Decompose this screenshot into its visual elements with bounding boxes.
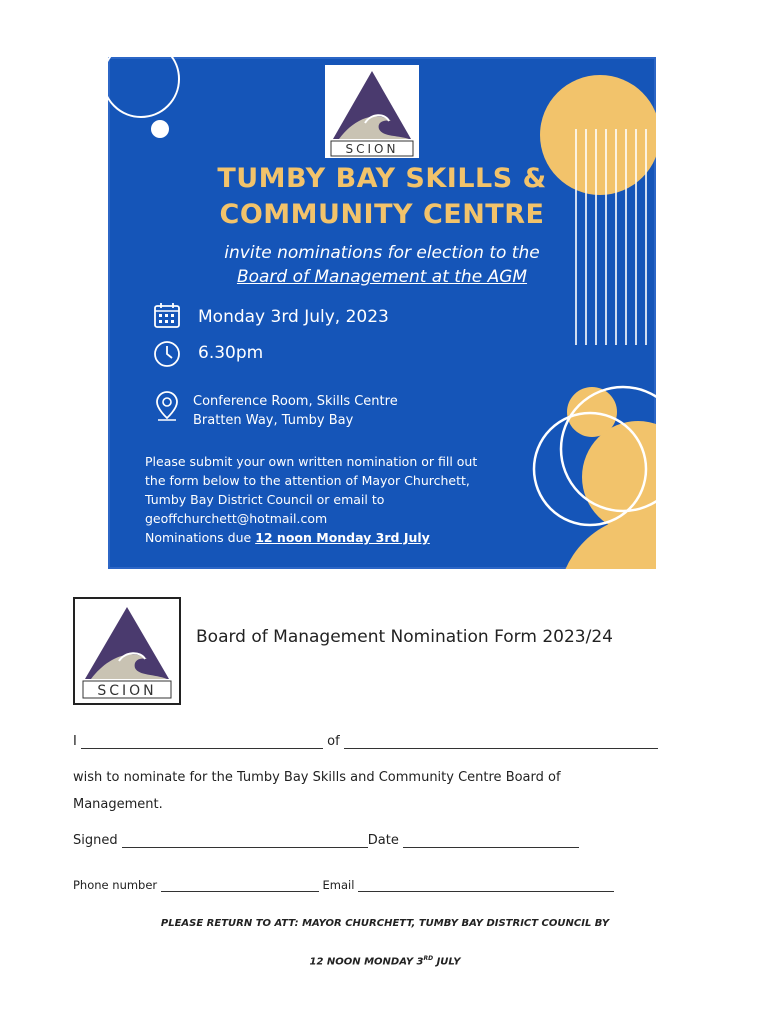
scion-logo-icon	[75, 599, 179, 703]
of-label: of	[327, 734, 340, 749]
scion-logo-icon	[325, 65, 419, 158]
signed-label: Signed	[73, 833, 118, 848]
calendar-icon	[153, 301, 181, 329]
submit-line3: Tumby Bay District Council or email to	[145, 492, 385, 507]
submit-line1: Please submit your own written nomination or fill out	[145, 454, 478, 469]
email-address: geoffchurchett@hotmail.com	[145, 511, 328, 526]
flyer-title-line1: TUMBY BAY SKILLS &	[217, 163, 547, 194]
nominator-address-field[interactable]	[344, 736, 658, 749]
nominations-due	[145, 528, 545, 547]
signature-field[interactable]	[122, 835, 368, 848]
deadline-sup: RD	[423, 955, 434, 962]
form-scion-logo	[73, 597, 181, 705]
form-title: Board of Management Nomination Form 2023/24	[196, 627, 613, 647]
flyer-subtitle-line1: invite nominations for election to the	[224, 243, 540, 263]
event-time: 6.30pm	[198, 343, 264, 363]
nominator-name-field[interactable]	[81, 736, 323, 749]
deadline-post: JULY	[433, 956, 461, 968]
date-field[interactable]	[403, 835, 579, 848]
deco-ring-top-left	[108, 57, 179, 117]
svg-text:SCION: SCION	[97, 683, 157, 699]
agm-flyer	[108, 57, 656, 569]
return-deadline	[0, 955, 770, 967]
flyer-title-line2: COMMUNITY CENTRE	[219, 199, 545, 230]
due-deadline: 12 noon Monday 3rd July	[255, 530, 430, 545]
nomination-statement	[73, 764, 673, 818]
i-label: I	[73, 734, 77, 749]
flyer-subtitle	[108, 241, 656, 289]
email-field[interactable]	[358, 881, 614, 892]
phone-label: Phone number	[73, 878, 158, 892]
nominator-line	[73, 734, 658, 749]
phone-field[interactable]	[161, 881, 319, 892]
location-pin-icon	[154, 390, 180, 422]
return-instruction: PLEASE RETURN TO ATT: MAYOR CHURCHETT, TUMBY BAY DISTRICT COUNCIL BY	[160, 918, 610, 929]
submit-line2: the form below to the attention of Mayor Churchett,	[145, 473, 470, 488]
submission-instructions	[145, 452, 545, 547]
svg-text:SCION: SCION	[345, 142, 399, 156]
due-prefix: Nominations due	[145, 530, 256, 545]
clock-icon	[153, 340, 181, 368]
wish-line1: wish to nominate for the Tumby Bay Skills and Community Centre Board of	[73, 770, 561, 785]
flyer-title	[108, 161, 656, 233]
date-label: Date	[367, 833, 399, 848]
contact-line	[73, 878, 614, 892]
wish-line2: Management.	[73, 797, 163, 812]
venue-line2: Bratten Way, Tumby Bay	[193, 413, 354, 428]
signature-line	[73, 833, 579, 848]
deco-dot	[151, 120, 169, 138]
event-date: Monday 3rd July, 2023	[198, 307, 389, 327]
venue-line1: Conference Room, Skills Centre	[193, 394, 398, 409]
email-label: Email	[322, 878, 355, 892]
deadline-pre: 12 NOON MONDAY 3	[309, 956, 424, 968]
event-venue	[193, 392, 398, 430]
scion-logo	[325, 65, 419, 158]
flyer-subtitle-line2: Board of Management at the AGM	[236, 267, 528, 287]
